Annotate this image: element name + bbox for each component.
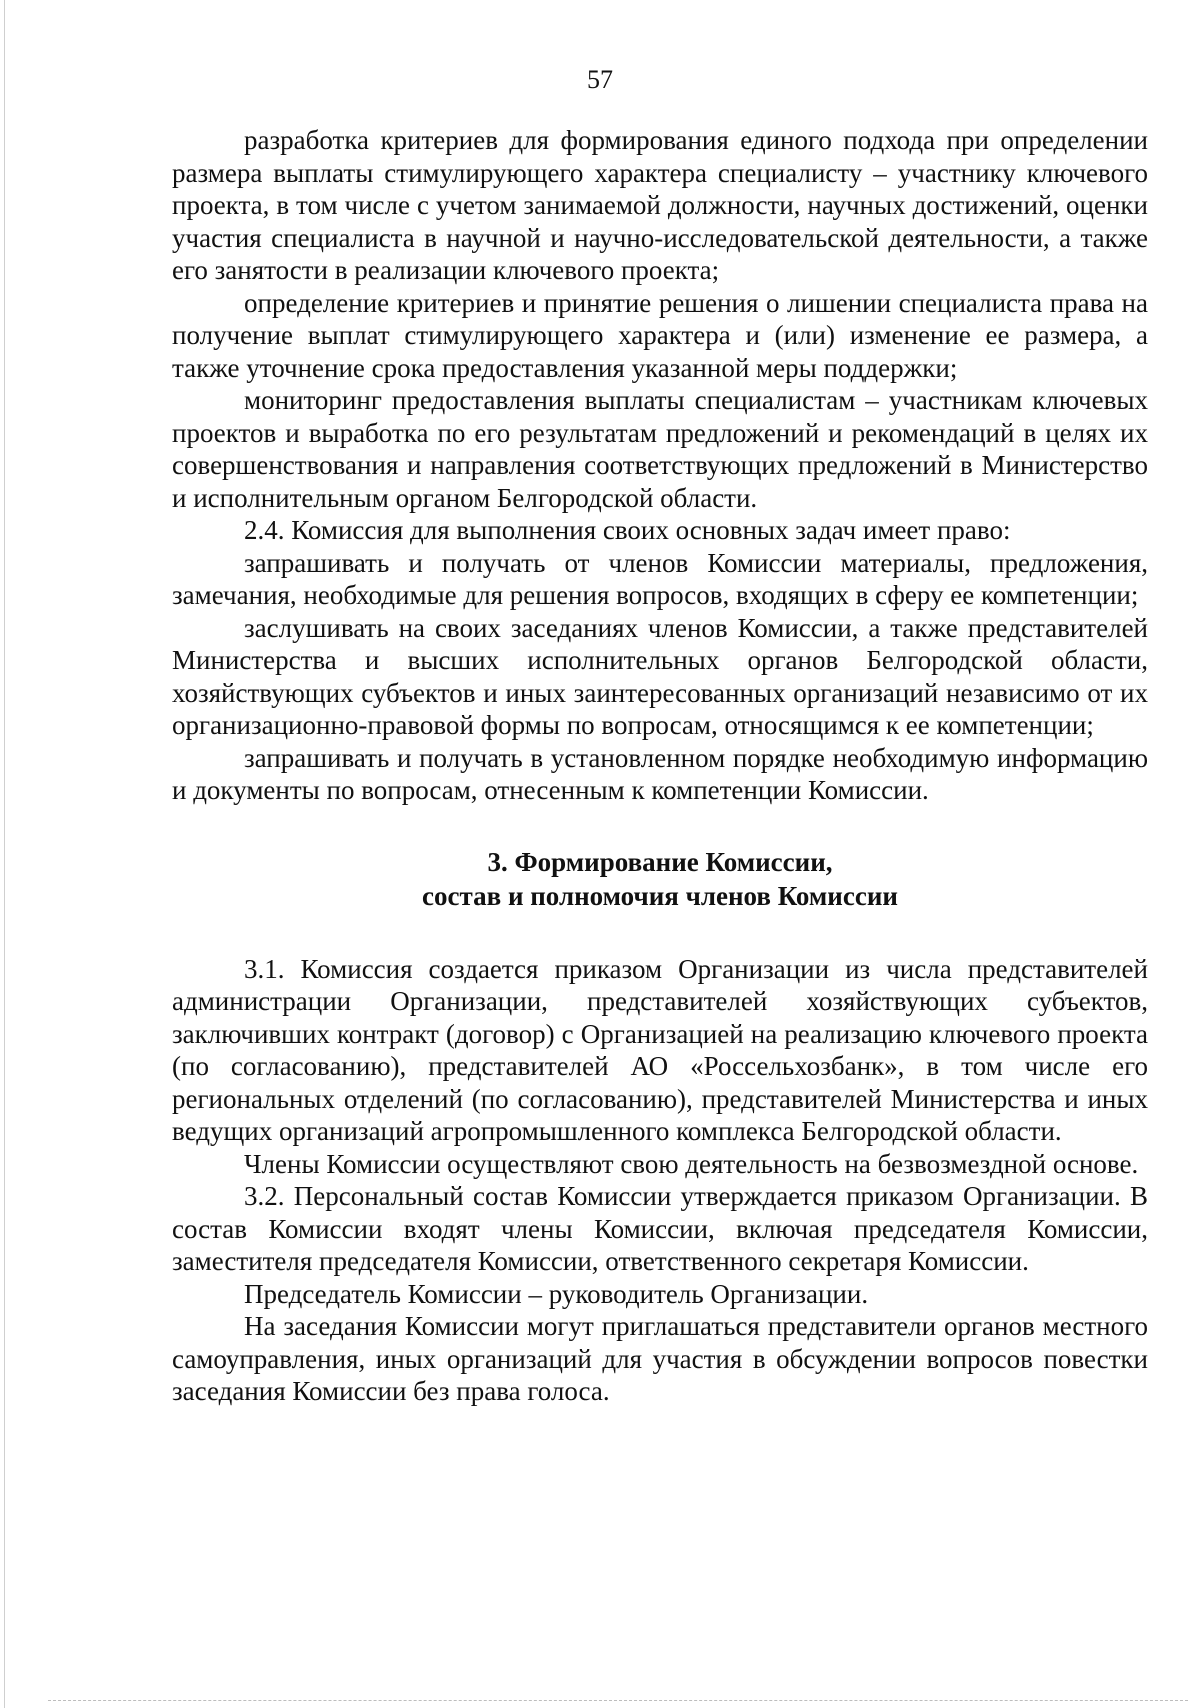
paragraph-invited-representatives: На заседания Комиссии могут приглашаться представители органов местного самоуправления, иных организаций для участия в обсуждении вопросов повестки заседания Комиссии без права голоса. (172, 1311, 1148, 1406)
paragraph-request-materials: запрашивать и получать от членов Комиссии материалы, предложения, замечания, необходимые для решения вопросов, входящих в сферу ее компетенции; (172, 547, 1148, 610)
paragraph-hear-members: заслушивать на своих заседаниях членов Комиссии, а также представителей Министерства и высших исполнительных органов Белгородской области, хозяйствующих субъектов и иных заинтересованных организаций независимо от их организационно-правовой формы по вопросам, относящимся к ее компетенции; (172, 612, 1148, 740)
page-number: 57 (587, 65, 613, 94)
section-3-heading-line-1: 3. Формирование Комиссии, (487, 846, 833, 877)
paragraph-criteria-deprivation: определение критериев и принятие решения о лишении специалиста права на получение выплат стимулирующего характера и (или) изменение ее размера, а также уточнение срока предоставления указанной меры поддержки; (172, 287, 1148, 383)
paragraph-2-4-rights: 2.4. Комиссия для выполнения своих основных задач имеет право: (244, 515, 1011, 545)
paragraph-members-free-basis: Члены Комиссии осуществляют свою деятельность на безвозмездной основе. (244, 1148, 1139, 1179)
paragraph-3-1-creation: 3.1. Комиссия создается приказом Организации из числа представителей администрации Организации, представителей хозяйствующих субъектов, заключивших контракт (договор) с Организацией на реализацию ключевого проекта (по согласованию), представителей АО «Россельхозбанк», в том числе его региональных отделений (по согласованию), представителей Министерства и иных ведущих организаций агропромышленного комплекса Белгородской области. (172, 953, 1148, 1146)
paragraph-monitoring: мониторинг предоставления выплаты специалистам – участникам ключевых проектов и выработка по его результатам предложений и рекомендаций в целях их совершенствования и направления соответствующих предложений в Министерство и исполнительным органом Белгородской области. (172, 385, 1148, 513)
section-3-heading (172, 845, 1148, 913)
scan-edge-line (4, 0, 5, 1708)
section-3-heading-line-2: состав и полномочия членов Комиссии (422, 880, 898, 911)
document-body (172, 124, 1148, 1408)
paragraph-3-2-composition: 3.2. Персональный состав Комиссии утверждается приказом Организации. В состав Комиссии входят члены Комиссии, включая председателя Комиссии, заместителя председателя Комиссии, ответственного секретаря Комиссии. (172, 1181, 1148, 1276)
scan-bottom-edge (48, 1700, 1188, 1702)
paragraph-criteria-development: разработка критериев для формирования единого подхода при определении размера выплаты стимулирующего характера специалисту – участнику ключевого проекта, в том числе с учетом занимаемой должности, научных достижений, оценки участия специалиста в научной и научно-исследовательской деятельности, а также его занятости в реализации ключевого проекта; (172, 125, 1148, 285)
paragraph-chairman: Председатель Комиссии – руководитель Организации. (244, 1278, 869, 1309)
paragraph-request-information: запрашивать и получать в установленном порядке необходимую информацию и документы по вопросам, отнесенным к компетенции Комиссии. (172, 742, 1148, 805)
